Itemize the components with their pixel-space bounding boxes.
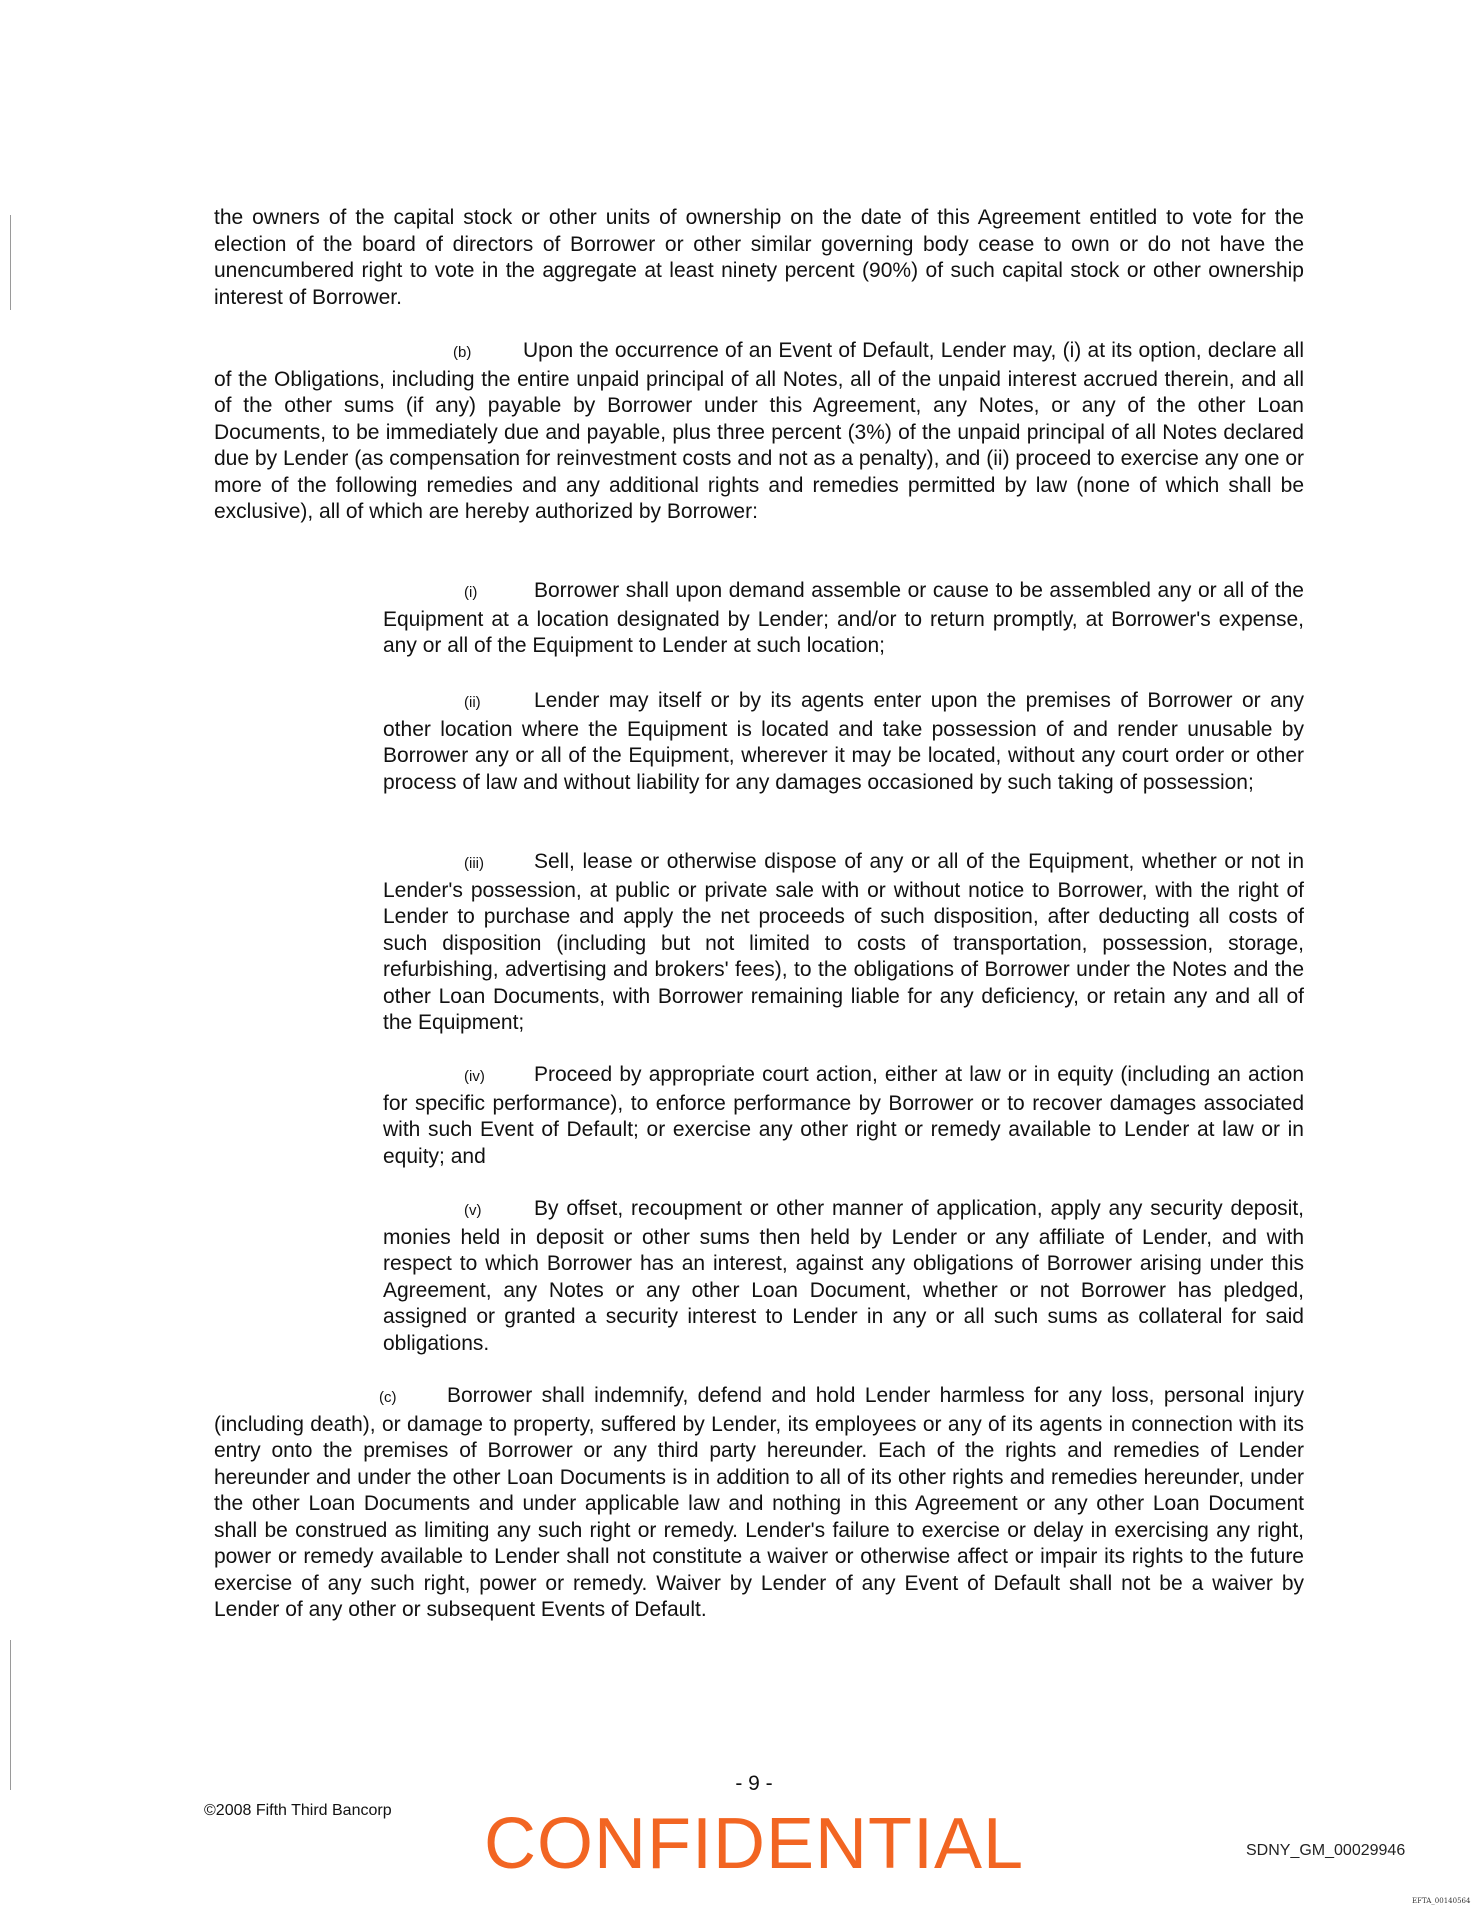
scan-edge-mark bbox=[10, 1640, 11, 1790]
paragraph-ii bbox=[383, 688, 1304, 796]
paragraph-text: Proceed by appropriate court action, either at law or in equity (including an action for specific performance), to enforce performance by Borrower or to recover damages associated with such Event of Default; or exercise any other right or remedy available to Lender at law or in equity; and bbox=[383, 1063, 1304, 1168]
paragraph-text: Borrower shall indemnify, defend and hold Lender harmless for any loss, personal injury (including death), or damage to property, suffered by Lender, its employees or any of its agents in connection with its entry onto the premises of Borrower or any third party hereunder. Each of the rights and remedies of Lender hereunder and under the other Loan Documents is in addition to all of its other rights and remedies hereunder, under the other Loan Documents and under applicable law and nothing in this Agreement or any other Loan Document shall be construed as limiting any such right or remedy. Lender's failure to exercise or delay in exercising any right, power or remedy available to Lender shall not constitute a waiver or otherwise affect or impair its rights to the future exercise of any such right, power or remedy. Waiver by Lender of any Event of Default shall not be a waiver by Lender of any other or subsequent Events of Default. bbox=[214, 1384, 1304, 1621]
paragraph-continuation: the owners of the capital stock or other units of ownership on the date of this Agreement entitled to vote for the election of the board of directors of Borrower or other similar governing body cease to own or do not have the unencumbered right to vote in the aggregate at least ninety percent (90%) of such capital stock or other ownership interest of Borrower. bbox=[214, 206, 1304, 309]
paragraph-text: Sell, lease or otherwise dispose of any or all of the Equipment, whether or not in Lender's possession, at public or private sale with or without notice to Borrower, with the right of Lender to purchase and apply the net proceeds of such disposition, after deducting all costs of such disposition (including but not limited to costs of transportation, possession, storage, refurbishing, advertising and brokers' fees), to the obligations of Borrower under the Notes and the other Loan Documents, with Borrower remaining liable for any deficiency, or retain any and all of the Equipment; bbox=[383, 850, 1304, 1034]
paragraph-b bbox=[214, 338, 1304, 526]
paragraph-i bbox=[383, 578, 1304, 660]
paragraph-text: Lender may itself or by its agents enter upon the premises of Borrower or any other location where the Equipment is located and take possession of and render unusable by Borrower any or all of the Equipment, wherever it may be located, without any court order or other process of law and without liability for any damages occasioned by such taking of possession; bbox=[383, 689, 1304, 794]
paragraph-marker: (ii) bbox=[464, 694, 481, 711]
confidential-stamp: CONFIDENTIAL bbox=[484, 1804, 1025, 1884]
efta-number: EFTA_00140564 bbox=[1412, 1897, 1471, 1905]
paragraph-v bbox=[383, 1196, 1304, 1357]
paragraph-c bbox=[214, 1383, 1304, 1624]
bates-number: SDNY_GM_00029946 bbox=[1246, 1842, 1406, 1859]
copyright-notice: ©2008 Fifth Third Bancorp bbox=[204, 1802, 392, 1819]
paragraph-text: Upon the occurrence of an Event of Default, Lender may, (i) at its option, declare all of the Obligations, including the entire unpaid principal of all Notes, all of the unpaid interest accrued therein, and all of the other sums (if any) payable by Borrower under this Agreement, any Notes, or any of the other Loan Documents, to be immediately due and payable, plus three percent (3%) of the unpaid principal of all Notes declared due by Lender (as compensation for reinvestment costs and not as a penalty), and (ii) proceed to exercise any one or more of the following remedies and any additional rights and remedies permitted by law (none of which shall be exclusive), all of which are hereby authorized by Borrower: bbox=[214, 339, 1304, 523]
scan-edge-mark bbox=[10, 215, 11, 310]
paragraph-marker: (b) bbox=[453, 344, 472, 361]
paragraph-marker: (iv) bbox=[464, 1068, 485, 1085]
page-number: - 9 - bbox=[735, 1772, 773, 1795]
paragraph-text: By offset, recoupment or other manner of application, apply any security deposit, monies held in deposit or other sums then held by Lender or any affiliate of Lender, and with respect to which Borrower has an interest, against any obligations of Borrower arising under this Agreement, any Notes or any other Loan Document, whether or not Borrower has pledged, assigned or granted a security interest to Lender in any or all such sums as collateral for said obligations. bbox=[383, 1197, 1304, 1355]
paragraph-marker: (v) bbox=[464, 1202, 482, 1219]
paragraph-marker: (c) bbox=[379, 1389, 397, 1406]
paragraph-marker: (i) bbox=[464, 584, 478, 601]
paragraph-text: Borrower shall upon demand assemble or cause to be assembled any or all of the Equipment at a location designated by Lender; and/or to return promptly, at Borrower's expense, any or all of the Equipment to Lender at such location; bbox=[383, 579, 1304, 657]
paragraph-iii bbox=[383, 849, 1304, 1037]
paragraph-iv bbox=[383, 1062, 1304, 1170]
paragraph-marker: (iii) bbox=[464, 855, 484, 872]
